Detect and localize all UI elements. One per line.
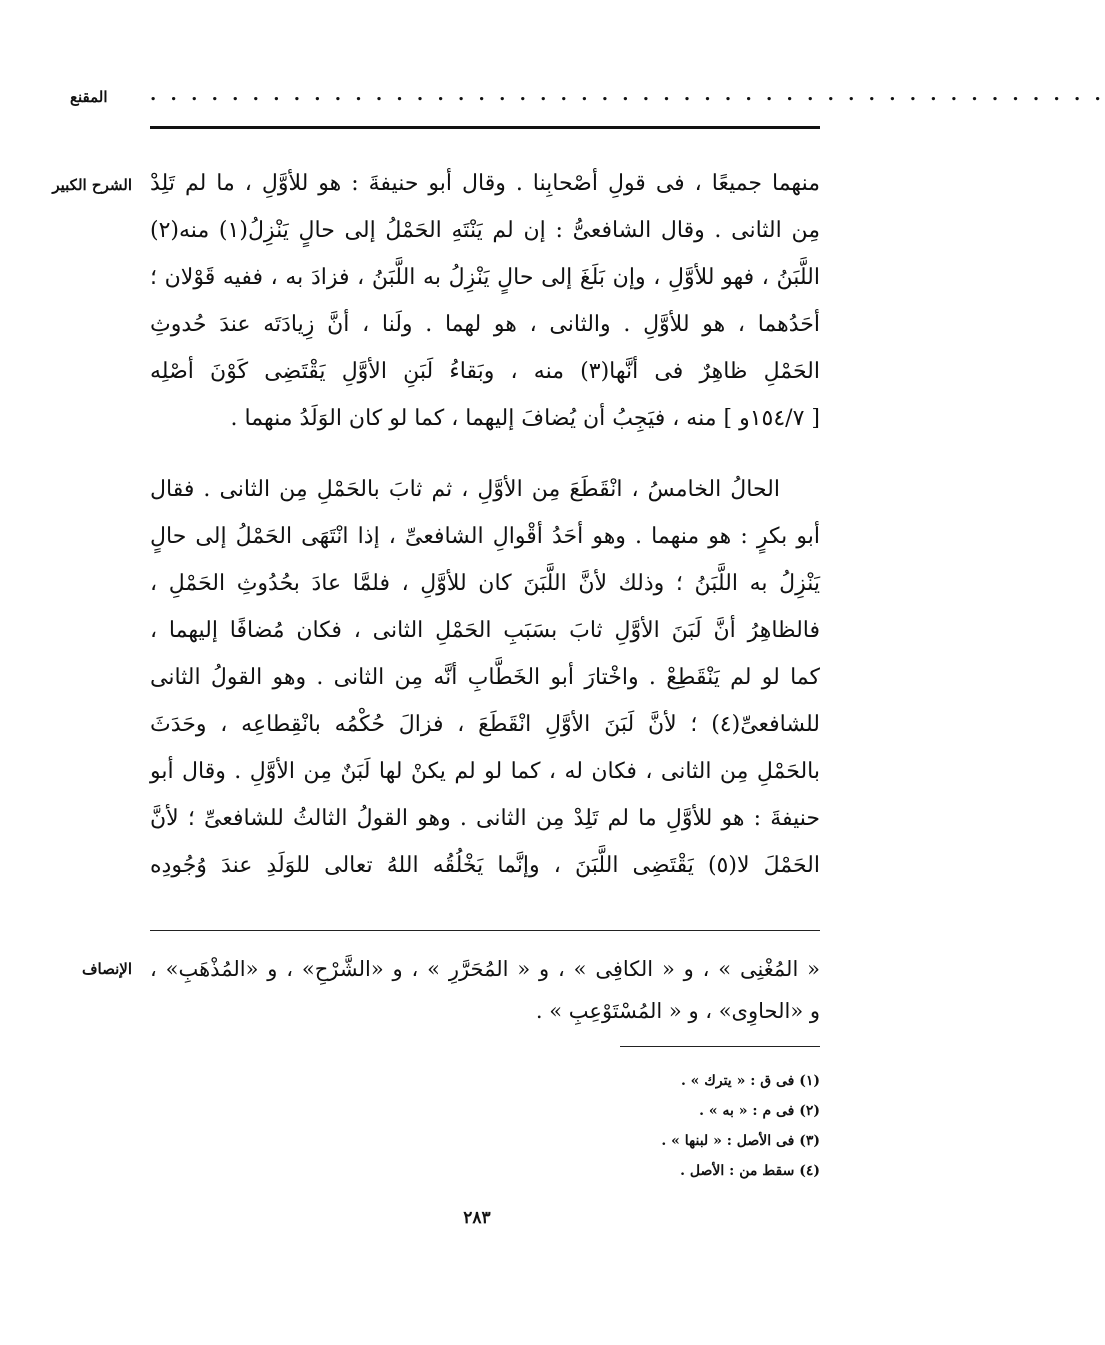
- text-line: منهما جميعًا ، فى قولِ أصْحابِنا . وقال أبو حنيفةَ : هو للأوَّلِ ، ما لم تَلِدْ: [150, 171, 820, 196]
- footnote: (١) فى ق : « يترك » .: [680, 1073, 820, 1089]
- text-line: الحالُ الخامسُ ، انْقَطَعَ مِن الأوَّلِ ، ثم ثابَ بالحَمْلِ مِن الثانى . فقال: [150, 477, 780, 502]
- text-line: أبو بكرٍ : هو منهما . وهو أحَدُ أقْوالِ الشافعىِّ ، إذا انْتَهَى الحَمْلُ إلى حالٍ: [150, 524, 820, 549]
- header-rule: [150, 126, 820, 129]
- footnote: (٣) فى الأصل : « لبنها » .: [661, 1133, 820, 1149]
- section-divider: [150, 930, 820, 931]
- footnotes: [450, 1066, 820, 1186]
- text-line: حنيفةَ : هو للأوَّلِ ما لم تَلِدْ مِن الثانى . وهو القولُ الثالثُ للشافعىِّ ؛ لأنَّ: [150, 806, 820, 831]
- side-label-sharh: الشرح الكبير: [52, 176, 132, 194]
- sharh-paragraph-1: [150, 160, 820, 442]
- text-line: اللَّبَنُ ، فهو للأوَّلِ ، وإن بَلَغَ إلى حالٍ يَنْزِلُ به اللَّبَنُ ، فزادَ به ، ففيه قَوْلان ؛: [150, 265, 820, 290]
- text-line: [ ١٥٤/٧و ] منه ، فيَجِبُ أن يُضافَ إليهما ، كما لو كان الوَلَدُ منهما .: [230, 406, 820, 431]
- text-line: للشافعىِّ(٤) ؛ لأنَّ لَبَنَ الأوَّلِ انْقَطَعَ ، فزالَ حُكْمُه بانْقِطاعِه ، وحَدَثَ: [150, 712, 820, 737]
- text-line: الحَمْلَ لا(٥) يَقْتَضِى اللَّبَنَ ، وإنَّما يَخْلُقُه اللهُ تعالى للوَلَدِ عندَ وُجُودِه: [150, 853, 820, 878]
- text-line: كما لو لم يَنْقَطِعْ . واخْتارَ أبو الخَطَّابِ أنَّه مِن الثانى . وهو القولُ الثانى: [150, 665, 821, 690]
- text-line: يَنْزِلُ به اللَّبَنُ ؛ وذلك لأنَّ اللَّبَنَ كان للأوَّلِ ، فلمَّا عادَ بحُدُوثِ الحَمْلِ ،: [150, 571, 820, 596]
- text-line: و «الحاوِى» ، و « المُسْتَوْعِبِ » .: [535, 999, 820, 1023]
- running-title: المقنع: [70, 88, 108, 106]
- text-line: مِن الثانى . وقال الشافعىُّ : إن لم يَنْتَهِ الحَمْلُ إلى حالٍ يَنْزِلُ(١) منه(٢): [150, 218, 820, 243]
- running-head-dots: . . . . . . . . . . . . . . . . . . . . . . . . . . . . . . . . . . . . . . . . . . . . . . .: [150, 84, 1105, 105]
- text-line: « المُغْنِى » ، و « الكافِى » ، و « المُحَرَّرِ » ، و «الشَّرْحِ» ، و «المُذْهَبِ» ،: [150, 957, 820, 981]
- insaf-paragraph: [150, 948, 820, 1032]
- page-number: ٢٨٣: [463, 1208, 491, 1228]
- sharh-paragraph-2: [150, 466, 820, 889]
- text-line: فالظاهِرُ أنَّ لَبَنَ الأوَّلِ ثابَ بسَبَبِ الحَمْلِ الثانى ، فكان مُضافًا إليهما ،: [150, 618, 820, 643]
- footnote: (٤) سقط من : الأصل .: [680, 1163, 820, 1179]
- text-line: الحَمْلِ ظاهِرٌ فى أنَّها(٣) منه ، وبَقاءُ لَبَنِ الأوَّلِ يَقْتَضِى كَوْنَ أصْلِه: [150, 359, 820, 384]
- side-label-insaf: الإنصاف: [81, 960, 132, 978]
- footnote-rule: [620, 1046, 820, 1047]
- footnote: (٢) فى م : « به » .: [699, 1103, 820, 1119]
- text-line: أحَدُهما ، هو للأوَّلِ . والثانى ، هو لهما . ولَنا ، أنَّ زِيادَتَه عندَ حُدوثِ: [150, 312, 820, 337]
- text-line: بالحَمْلِ مِن الثانى ، فكان له ، كما لو لم يكنْ لها لَبَنٌ مِن الأوَّلِ . وقال أبو: [150, 759, 820, 784]
